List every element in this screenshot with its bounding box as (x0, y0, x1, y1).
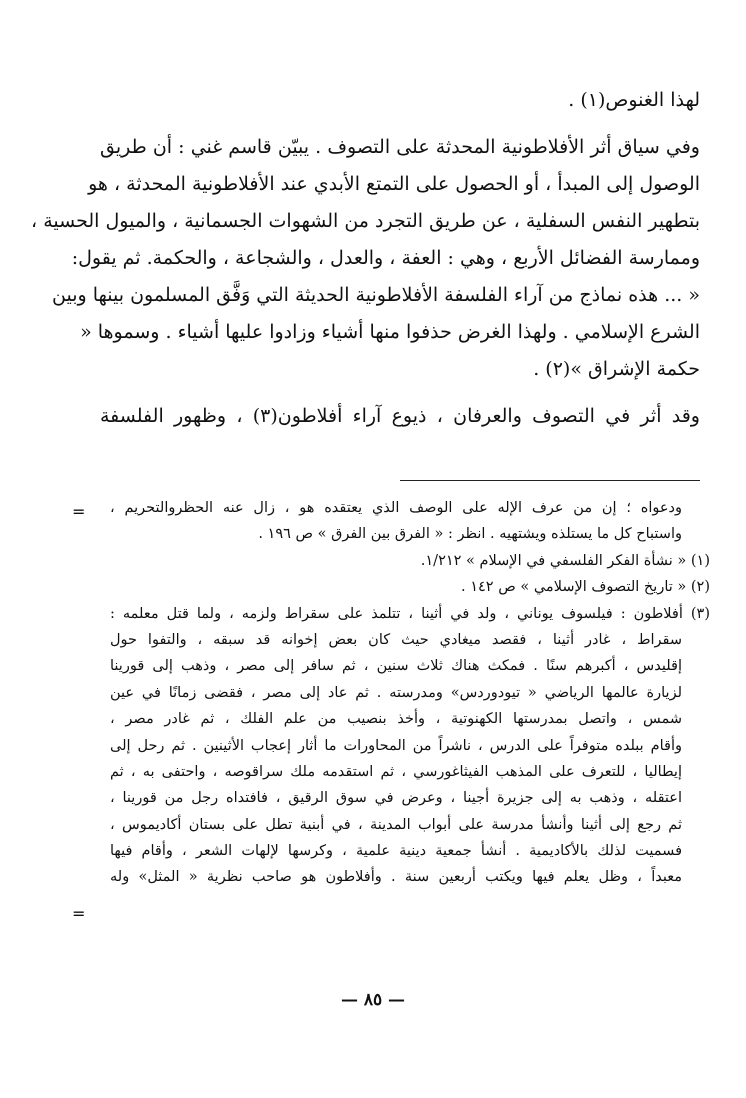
continuation-mark-top: = (72, 502, 86, 521)
text-line: لهذا الغنوص(١) . (568, 89, 700, 111)
continuation-mark-bottom: = (72, 904, 86, 923)
footnote-line: (٣) أفلاطون : فيلسوف يوناني ، ولد في أثينا ، تتلمذ على سقراط ولزمه ، ولما قتل معلمه : (110, 605, 710, 622)
footnote-line: وأقام ببلده متوفراً على الدرس ، ناشراً من المحاورات ما أثار إعجاب الأثينين . ثم رحل إلى (110, 737, 682, 754)
footnote-2 (110, 574, 710, 600)
text-line: الوصول إلى المبدأ ، أو الحصول على التمتع الأبدي عند الأفلاطونية المحدثة ، هو (88, 173, 700, 195)
text-line: « ... هذه نماذج من آراء الفلسفة الأفلاطونية الحديثة التي وَفَّق المسلمون بينها وبين (52, 284, 700, 306)
text-line: حكمة الإشراق »(٢) . (533, 358, 700, 380)
footnote-line: سقراط ، غادر أثينا ، فقصد ميغادي حيث كان بعض إخوانه قد سبقه ، والتفوا حول (110, 631, 682, 648)
paragraph (100, 398, 700, 435)
text-line: وقد أثر في التصوف والعرفان ، ذيوع آراء أفلاطون(٣) ، وظهور الفلسفة (100, 405, 700, 427)
text-line: وفي سياق أثر الأفلاطونية المحدثة على التصوف . يبيّن قاسم غني : أن طريق (100, 136, 700, 158)
footnote-line: ثم رجع إلى أثينا وأنشأ مدرسة على أبواب المدينة ، في أبنية تطل على بستان أكاديموس ، (110, 816, 682, 833)
footnote-line: ودعواه ؛ إن من عرف الإله على الوصف الذي يعتقده هو ، زال عنه الحظروالتحريم ، (110, 500, 682, 516)
footnote-1 (110, 548, 710, 574)
footnote-line: فسميت لذلك بالأكاديمية . أنشأ جمعية دينية علمية ، وكرسها لإلهات الشعر ، وأقام فيها (110, 843, 682, 860)
footnote-line: اعتقله ، وذهب به إلى جزيرة أجينا ، وعرض في سوق الرقيق ، فافتداه رجل من قورينا ، (110, 790, 682, 807)
text-line: وممارسة الفضائل الأربع ، وهي : العفة ، والعدل ، والشجاعة ، والحكمة. ثم يقول: (71, 247, 700, 269)
main-text (31, 82, 700, 435)
footnote-line: إيطاليا ، للتعرف على المذهب الفيثاغورسي ، ثم استقدمه ملك سراقوصه ، واحتفى به ، ثم (110, 763, 682, 780)
paragraph (31, 129, 700, 388)
footnote-line: (٢) « تاريخ التصوف الإسلامي » ص ١٤٢ . (461, 579, 710, 596)
footnote-3 (110, 601, 710, 891)
footnote-separator (400, 480, 700, 481)
footnote-line: إقليدس ، أكبرهم سنًا . فمكث هناك ثلاث سنين ، ثم سافر إلى مصر ، وذهب إلى قورينا (110, 658, 682, 675)
text-line: الشرع الإسلامي . ولهذا الغرض حذفوا منها أشياء وزادوا عليها أشياء . وسموها « (80, 321, 700, 343)
footnote-continued (110, 495, 710, 548)
footnote-line: (١) « نشأة الفكر الفلسفي في الإسلام » ١/٢١٢. (420, 552, 710, 569)
footnote-line: لزيارة عالمها الرياضي « تيودوردس» ومدرسته . ثم عاد إلى مصر ، فقضى زمانًا في عين (110, 684, 682, 701)
footnote-line: شمس ، واتصل بمدرستها الكهنوتية ، وأخذ بنصيب من علم الفلك ، ثم غادر مصر ، (110, 711, 682, 728)
footnote-line: واستباح كل ما يستلذه ويشتهيه . انظر : « الفرق بين الفرق » ص ١٩٦ . (258, 526, 682, 543)
footnotes (110, 495, 710, 891)
paragraph (100, 82, 700, 119)
page-number: — ٨٥ — (340, 990, 406, 1010)
footnote-line: معبداً ، وظل يعلم فيها ويكتب أربعين سنة . وأفلاطون هو صاحب نظرية « المثل» وله (110, 869, 682, 886)
text-line: بتطهير النفس السفلية ، عن طريق التجرد من الشهوات الجسمانية ، والميول الحسية ، (31, 210, 700, 232)
